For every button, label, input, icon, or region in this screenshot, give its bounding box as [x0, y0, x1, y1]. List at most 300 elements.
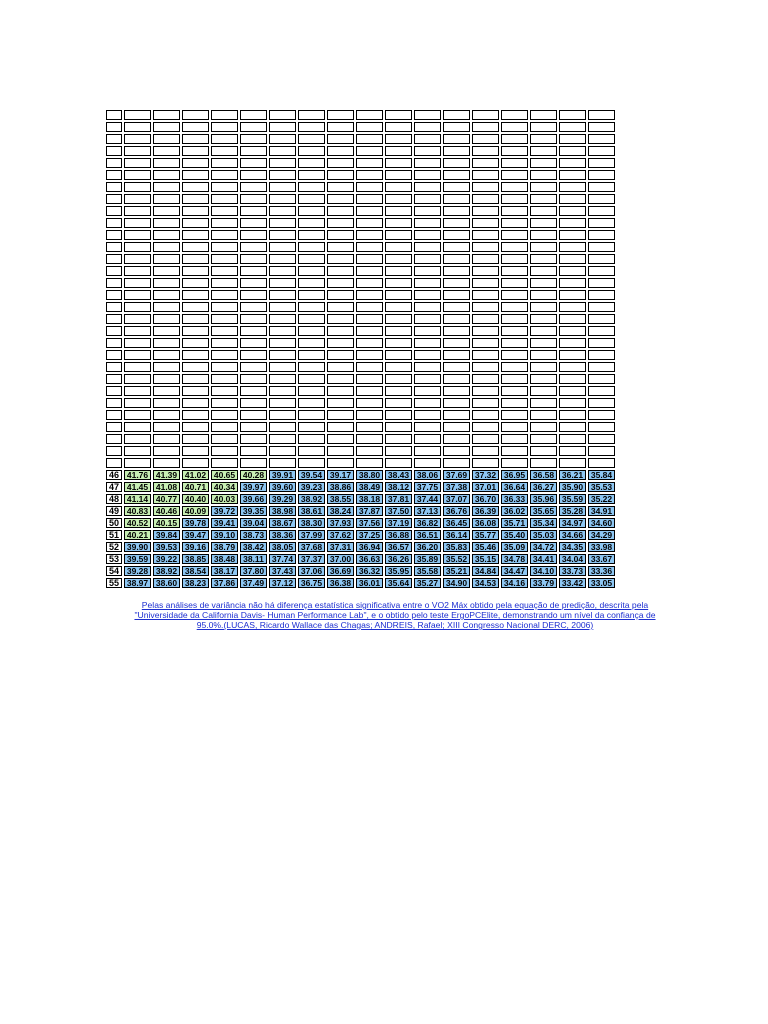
- empty-cell: [385, 338, 412, 348]
- empty-cell: [327, 386, 354, 396]
- empty-cell: [298, 170, 325, 180]
- empty-cell: [269, 446, 296, 456]
- empty-cell: [385, 158, 412, 168]
- value-cell: 35.40: [501, 530, 528, 540]
- value-cell: 37.19: [385, 518, 412, 528]
- empty-cell: [414, 314, 441, 324]
- age-cell: 52: [106, 542, 122, 552]
- empty-cell: [356, 206, 383, 216]
- empty-cell: [530, 134, 557, 144]
- empty-cell: [106, 158, 122, 168]
- empty-cell: [443, 374, 470, 384]
- empty-cell: [240, 398, 267, 408]
- value-cell: 33.79: [530, 578, 557, 588]
- empty-cell: [588, 206, 615, 216]
- value-cell: 35.71: [501, 518, 528, 528]
- value-cell: 38.43: [385, 470, 412, 480]
- empty-cell: [530, 122, 557, 132]
- empty-cell: [356, 230, 383, 240]
- empty-cell: [269, 134, 296, 144]
- empty-cell: [414, 278, 441, 288]
- footnote[interactable]: [112, 600, 678, 630]
- value-cell: 39.17: [327, 470, 354, 480]
- empty-cell: [559, 374, 586, 384]
- empty-cell: [298, 230, 325, 240]
- empty-cell: [327, 254, 354, 264]
- empty-cell: [385, 422, 412, 432]
- value-cell: 38.54: [182, 566, 209, 576]
- empty-cell: [240, 374, 267, 384]
- empty-cell: [240, 434, 267, 444]
- empty-cell: [269, 458, 296, 468]
- value-cell: 39.41: [211, 518, 238, 528]
- empty-cell: [501, 206, 528, 216]
- empty-cell: [414, 350, 441, 360]
- empty-cell: [298, 254, 325, 264]
- empty-cell: [559, 398, 586, 408]
- empty-cell: [356, 326, 383, 336]
- empty-cell: [414, 146, 441, 156]
- empty-table-row: [106, 206, 615, 216]
- table-row: [106, 470, 615, 480]
- empty-cell: [414, 170, 441, 180]
- empty-cell: [327, 134, 354, 144]
- empty-cell: [559, 206, 586, 216]
- empty-cell: [356, 170, 383, 180]
- empty-cell: [443, 290, 470, 300]
- empty-cell: [356, 422, 383, 432]
- empty-cell: [327, 350, 354, 360]
- value-cell: 35.53: [588, 482, 615, 492]
- empty-cell: [559, 410, 586, 420]
- empty-cell: [588, 122, 615, 132]
- empty-cell: [530, 146, 557, 156]
- empty-cell: [385, 170, 412, 180]
- empty-cell: [588, 290, 615, 300]
- empty-cell: [501, 194, 528, 204]
- empty-cell: [106, 458, 122, 468]
- value-cell: 37.44: [414, 494, 441, 504]
- footnote-line-1[interactable]: Pelas análises de variância não há diferença estatística significativa entre o VO2 Máx obtido pela equação de predição, descrita pela: [141, 600, 649, 610]
- empty-cell: [327, 314, 354, 324]
- empty-cell: [501, 278, 528, 288]
- value-cell: 36.63: [356, 554, 383, 564]
- empty-cell: [530, 242, 557, 252]
- empty-cell: [443, 206, 470, 216]
- value-cell: 33.05: [588, 578, 615, 588]
- empty-cell: [298, 122, 325, 132]
- empty-cell: [443, 362, 470, 372]
- empty-cell: [153, 218, 180, 228]
- value-cell: 37.86: [211, 578, 238, 588]
- value-cell: 40.21: [124, 530, 151, 540]
- empty-cell: [153, 314, 180, 324]
- value-cell: 37.75: [414, 482, 441, 492]
- empty-cell: [385, 230, 412, 240]
- empty-cell: [327, 158, 354, 168]
- empty-cell: [414, 410, 441, 420]
- empty-cell: [211, 266, 238, 276]
- empty-cell: [211, 302, 238, 312]
- empty-cell: [327, 182, 354, 192]
- empty-cell: [269, 230, 296, 240]
- empty-table-row: [106, 434, 615, 444]
- empty-cell: [240, 266, 267, 276]
- empty-cell: [124, 122, 151, 132]
- age-cell: 48: [106, 494, 122, 504]
- empty-cell: [211, 434, 238, 444]
- empty-cell: [472, 302, 499, 312]
- empty-cell: [124, 386, 151, 396]
- empty-cell: [182, 458, 209, 468]
- empty-cell: [501, 242, 528, 252]
- empty-cell: [211, 278, 238, 288]
- empty-cell: [124, 266, 151, 276]
- empty-cell: [182, 242, 209, 252]
- value-cell: 36.82: [414, 518, 441, 528]
- empty-cell: [182, 386, 209, 396]
- empty-cell: [588, 458, 615, 468]
- empty-cell: [414, 182, 441, 192]
- empty-cell: [385, 314, 412, 324]
- empty-cell: [356, 218, 383, 228]
- empty-cell: [211, 422, 238, 432]
- empty-table-row: [106, 398, 615, 408]
- value-cell: 40.40: [182, 494, 209, 504]
- empty-cell: [443, 266, 470, 276]
- empty-cell: [559, 182, 586, 192]
- empty-cell: [240, 338, 267, 348]
- value-cell: 33.42: [559, 578, 586, 588]
- empty-cell: [153, 230, 180, 240]
- empty-cell: [327, 302, 354, 312]
- value-cell: 36.64: [501, 482, 528, 492]
- empty-cell: [240, 206, 267, 216]
- empty-cell: [106, 218, 122, 228]
- empty-cell: [298, 386, 325, 396]
- empty-cell: [443, 326, 470, 336]
- empty-cell: [414, 206, 441, 216]
- empty-cell: [530, 398, 557, 408]
- empty-cell: [559, 158, 586, 168]
- empty-cell: [106, 386, 122, 396]
- empty-cell: [153, 254, 180, 264]
- empty-cell: [356, 254, 383, 264]
- empty-cell: [530, 182, 557, 192]
- empty-cell: [298, 218, 325, 228]
- value-cell: 38.92: [153, 566, 180, 576]
- empty-table-row: [106, 422, 615, 432]
- empty-cell: [327, 422, 354, 432]
- empty-cell: [124, 314, 151, 324]
- value-cell: 35.58: [414, 566, 441, 576]
- empty-cell: [443, 446, 470, 456]
- value-cell: 39.53: [153, 542, 180, 552]
- value-cell: 38.30: [298, 518, 325, 528]
- table-row: [106, 494, 615, 504]
- value-cell: 39.90: [124, 542, 151, 552]
- empty-cell: [501, 398, 528, 408]
- empty-cell: [124, 398, 151, 408]
- empty-table-row: [106, 362, 615, 372]
- empty-cell: [327, 278, 354, 288]
- empty-cell: [588, 278, 615, 288]
- empty-cell: [153, 446, 180, 456]
- empty-cell: [472, 230, 499, 240]
- empty-cell: [211, 410, 238, 420]
- empty-table-row: [106, 122, 615, 132]
- value-cell: 35.59: [559, 494, 586, 504]
- empty-cell: [298, 410, 325, 420]
- empty-cell: [269, 338, 296, 348]
- empty-cell: [124, 254, 151, 264]
- empty-cell: [414, 242, 441, 252]
- value-cell: 39.97: [240, 482, 267, 492]
- empty-table-row: [106, 326, 615, 336]
- empty-cell: [153, 206, 180, 216]
- value-cell: 38.85: [182, 554, 209, 564]
- value-cell: 36.88: [385, 530, 412, 540]
- value-cell: 41.76: [124, 470, 151, 480]
- value-cell: 41.45: [124, 482, 151, 492]
- value-cell: 36.75: [298, 578, 325, 588]
- value-cell: 36.70: [472, 494, 499, 504]
- empty-cell: [385, 278, 412, 288]
- value-cell: 39.29: [269, 494, 296, 504]
- empty-cell: [472, 362, 499, 372]
- value-cell: 40.46: [153, 506, 180, 516]
- empty-cell: [559, 422, 586, 432]
- empty-cell: [211, 158, 238, 168]
- value-cell: 36.69: [327, 566, 354, 576]
- empty-cell: [472, 242, 499, 252]
- value-cell: 35.46: [472, 542, 499, 552]
- empty-cell: [298, 446, 325, 456]
- empty-cell: [501, 170, 528, 180]
- empty-cell: [559, 242, 586, 252]
- empty-cell: [530, 254, 557, 264]
- footnote-line-2[interactable]: "Universidade da California Davis- Human Performance Lab", e o obtido pelo teste ErgoPCElite, demonstrando um nível da confiança de: [134, 610, 656, 620]
- value-cell: 34.16: [501, 578, 528, 588]
- table-row: [106, 506, 615, 516]
- empty-cell: [501, 134, 528, 144]
- empty-cell: [211, 314, 238, 324]
- empty-cell: [106, 110, 122, 120]
- empty-cell: [327, 266, 354, 276]
- empty-cell: [124, 446, 151, 456]
- empty-cell: [443, 122, 470, 132]
- value-cell: 34.90: [443, 578, 470, 588]
- empty-cell: [472, 422, 499, 432]
- empty-cell: [153, 290, 180, 300]
- empty-cell: [356, 266, 383, 276]
- value-cell: 38.05: [269, 542, 296, 552]
- empty-cell: [240, 110, 267, 120]
- empty-cell: [530, 206, 557, 216]
- empty-cell: [414, 218, 441, 228]
- value-cell: 39.22: [153, 554, 180, 564]
- empty-cell: [182, 158, 209, 168]
- value-cell: 37.49: [240, 578, 267, 588]
- empty-cell: [182, 302, 209, 312]
- empty-cell: [240, 410, 267, 420]
- empty-cell: [443, 146, 470, 156]
- empty-cell: [298, 134, 325, 144]
- value-cell: 38.86: [327, 482, 354, 492]
- value-cell: 37.68: [298, 542, 325, 552]
- empty-cell: [327, 410, 354, 420]
- value-cell: 37.00: [327, 554, 354, 564]
- empty-cell: [327, 434, 354, 444]
- empty-cell: [182, 194, 209, 204]
- empty-cell: [414, 302, 441, 312]
- empty-cell: [385, 290, 412, 300]
- empty-cell: [385, 374, 412, 384]
- value-cell: 38.67: [269, 518, 296, 528]
- empty-cell: [472, 338, 499, 348]
- value-cell: 41.08: [153, 482, 180, 492]
- empty-cell: [106, 374, 122, 384]
- empty-cell: [327, 230, 354, 240]
- empty-cell: [588, 146, 615, 156]
- value-cell: 35.83: [443, 542, 470, 552]
- empty-cell: [106, 398, 122, 408]
- empty-cell: [327, 446, 354, 456]
- value-cell: 38.18: [356, 494, 383, 504]
- value-cell: 40.65: [211, 470, 238, 480]
- empty-cell: [269, 110, 296, 120]
- empty-cell: [211, 170, 238, 180]
- empty-cell: [588, 230, 615, 240]
- empty-cell: [501, 314, 528, 324]
- empty-cell: [530, 410, 557, 420]
- empty-cell: [182, 350, 209, 360]
- footnote-line-3[interactable]: 95.0%.(LUCAS, Ricardo Wallace das Chagas; ANDREIS, Rafael; XIII Congresso Nacional DERC, 2006): [196, 620, 594, 630]
- value-cell: 39.72: [211, 506, 238, 516]
- empty-cell: [124, 218, 151, 228]
- empty-cell: [153, 362, 180, 372]
- empty-cell: [124, 230, 151, 240]
- empty-cell: [211, 146, 238, 156]
- empty-cell: [269, 122, 296, 132]
- empty-cell: [501, 146, 528, 156]
- age-cell: 51: [106, 530, 122, 540]
- empty-cell: [588, 434, 615, 444]
- empty-cell: [443, 434, 470, 444]
- empty-cell: [298, 158, 325, 168]
- empty-cell: [414, 422, 441, 432]
- empty-cell: [385, 398, 412, 408]
- empty-cell: [559, 302, 586, 312]
- empty-cell: [298, 326, 325, 336]
- empty-cell: [240, 386, 267, 396]
- value-cell: 40.71: [182, 482, 209, 492]
- empty-cell: [269, 242, 296, 252]
- value-cell: 35.95: [385, 566, 412, 576]
- value-cell: 40.15: [153, 518, 180, 528]
- empty-cell: [472, 182, 499, 192]
- empty-cell: [472, 374, 499, 384]
- empty-cell: [298, 398, 325, 408]
- empty-cell: [269, 182, 296, 192]
- empty-cell: [240, 422, 267, 432]
- empty-cell: [269, 398, 296, 408]
- empty-table-row: [106, 170, 615, 180]
- empty-cell: [472, 134, 499, 144]
- value-cell: 36.21: [559, 470, 586, 480]
- empty-cell: [182, 314, 209, 324]
- empty-cell: [414, 386, 441, 396]
- empty-cell: [472, 350, 499, 360]
- empty-cell: [530, 374, 557, 384]
- value-cell: 35.27: [414, 578, 441, 588]
- value-cell: 38.23: [182, 578, 209, 588]
- empty-cell: [327, 218, 354, 228]
- empty-table-row: [106, 182, 615, 192]
- empty-cell: [385, 110, 412, 120]
- table-row: [106, 518, 615, 528]
- empty-cell: [182, 122, 209, 132]
- empty-cell: [501, 110, 528, 120]
- value-cell: 38.06: [414, 470, 441, 480]
- empty-cell: [414, 338, 441, 348]
- empty-cell: [588, 386, 615, 396]
- empty-cell: [269, 158, 296, 168]
- empty-cell: [501, 422, 528, 432]
- empty-cell: [385, 206, 412, 216]
- empty-cell: [559, 194, 586, 204]
- empty-cell: [472, 110, 499, 120]
- value-cell: 34.84: [472, 566, 499, 576]
- empty-cell: [269, 374, 296, 384]
- value-cell: 38.11: [240, 554, 267, 564]
- empty-cell: [182, 326, 209, 336]
- empty-cell: [211, 242, 238, 252]
- empty-cell: [356, 146, 383, 156]
- value-cell: 40.09: [182, 506, 209, 516]
- empty-cell: [327, 326, 354, 336]
- empty-cell: [240, 170, 267, 180]
- empty-cell: [106, 446, 122, 456]
- empty-table-row: [106, 338, 615, 348]
- table-row: [106, 482, 615, 492]
- empty-cell: [327, 170, 354, 180]
- empty-cell: [124, 158, 151, 168]
- value-cell: 37.01: [472, 482, 499, 492]
- empty-cell: [124, 338, 151, 348]
- value-cell: 36.14: [443, 530, 470, 540]
- empty-cell: [211, 134, 238, 144]
- empty-cell: [385, 302, 412, 312]
- empty-cell: [559, 218, 586, 228]
- value-cell: 36.08: [472, 518, 499, 528]
- empty-cell: [124, 422, 151, 432]
- empty-cell: [530, 362, 557, 372]
- empty-cell: [472, 458, 499, 468]
- empty-cell: [298, 362, 325, 372]
- table-row: [106, 578, 615, 588]
- empty-cell: [298, 458, 325, 468]
- value-cell: 36.45: [443, 518, 470, 528]
- empty-cell: [153, 422, 180, 432]
- value-cell: 33.73: [559, 566, 586, 576]
- empty-cell: [530, 350, 557, 360]
- value-cell: 38.80: [356, 470, 383, 480]
- empty-cell: [240, 218, 267, 228]
- empty-cell: [182, 170, 209, 180]
- empty-cell: [588, 398, 615, 408]
- value-cell: 37.56: [356, 518, 383, 528]
